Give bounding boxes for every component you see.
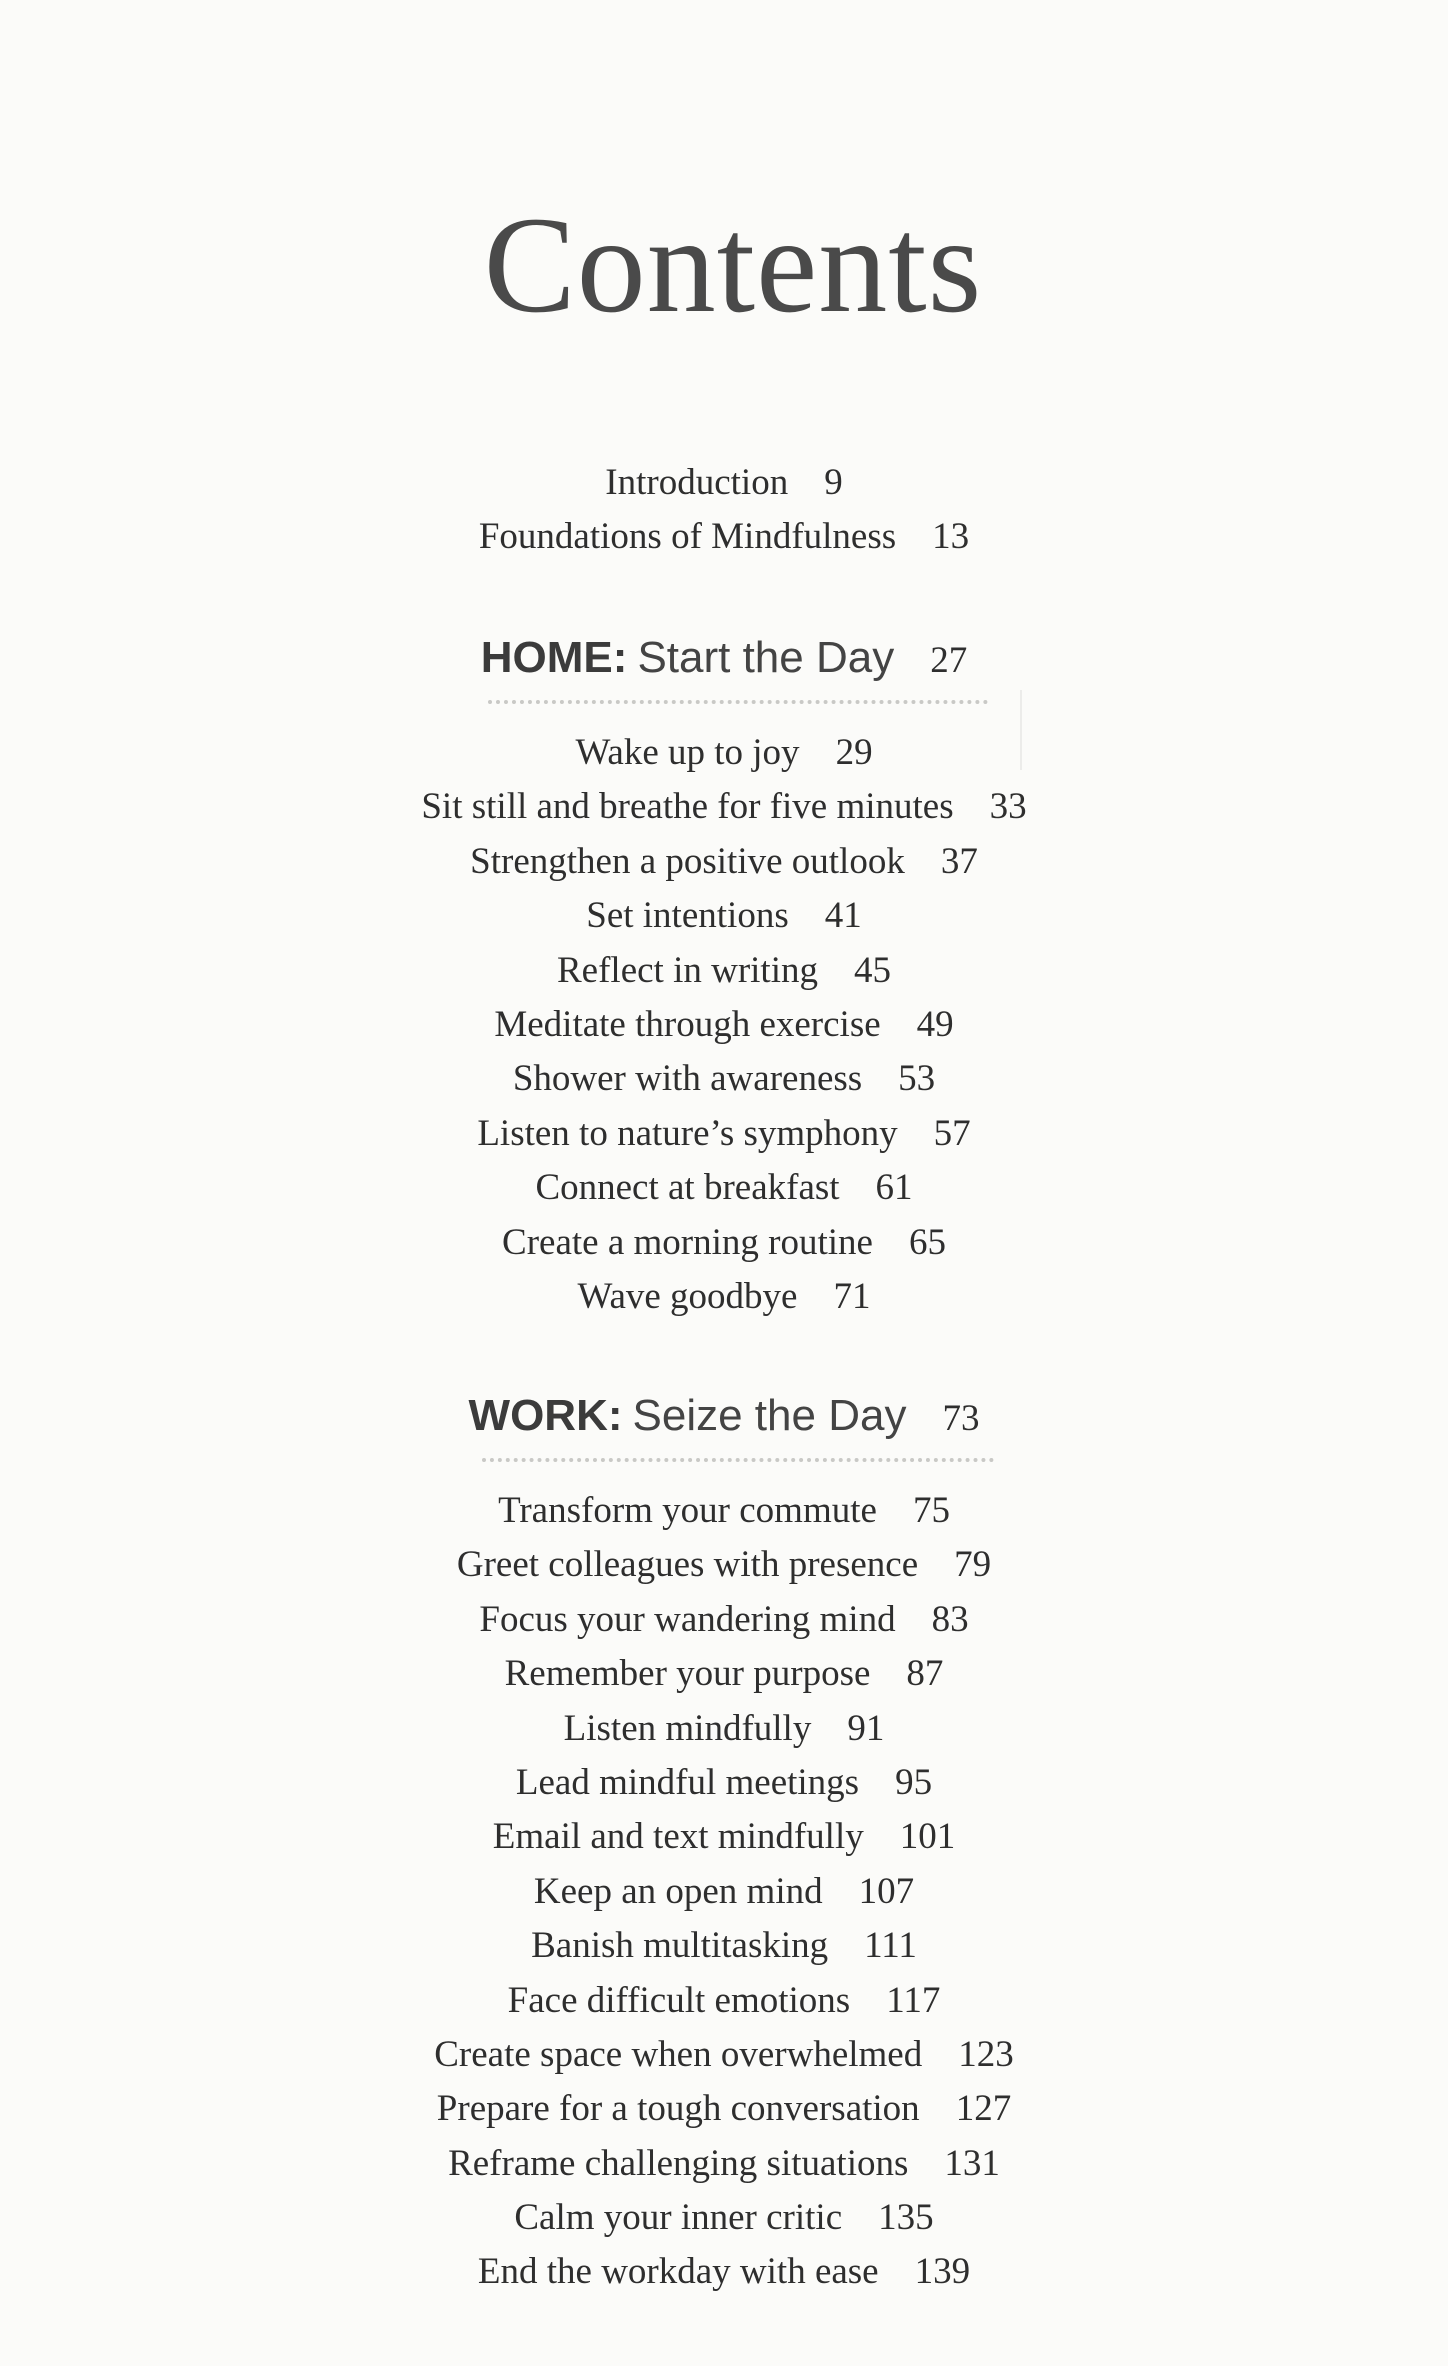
toc-entry: [0, 889, 1448, 943]
toc-entry: [0, 726, 1448, 780]
toc-entry: [0, 1161, 1448, 1215]
toc-entry: [0, 1756, 1448, 1810]
toc-entry-label: Foundations of Mindfulness: [478, 516, 897, 558]
toc-entry-page: 49: [916, 1003, 954, 1045]
toc-entry-page: 83: [931, 1598, 969, 1640]
toc-entry: [0, 1865, 1448, 1919]
section-heading-home: [0, 628, 1448, 691]
work-entries-list: [0, 1484, 1448, 2300]
toc-entry: [0, 1484, 1448, 1538]
toc-entry-page: 61: [875, 1167, 913, 1209]
toc-entry-label: Face difficult emotions: [507, 1979, 851, 2021]
toc-entry-label: Introduction: [605, 462, 789, 503]
toc-entry-page: 123: [958, 2033, 1014, 2075]
toc-entry-page: 87: [906, 1653, 944, 1695]
toc-entry-page: 111: [864, 1925, 917, 1967]
toc-entry-page: 91: [847, 1707, 885, 1749]
toc-entry: [0, 998, 1448, 1052]
section-subtitle: Start the Day: [637, 633, 895, 682]
toc-entry: [0, 510, 1448, 564]
toc-entry: [0, 1702, 1448, 1756]
toc-entry-label: Wake up to joy: [575, 732, 800, 773]
toc-entry-label: Keep an open mind: [533, 1870, 823, 1912]
toc-entry-page: 53: [898, 1058, 936, 1100]
toc-entry-label: Set intentions: [586, 895, 789, 937]
toc-entry-label: Reflect in writing: [557, 949, 818, 991]
toc-entry-label: Meditate through exercise: [494, 1003, 881, 1045]
toc-entry: [0, 1052, 1448, 1106]
toc-entry-page: 71: [833, 1275, 871, 1317]
toc-entry-page: 45: [854, 949, 891, 991]
toc-entry: [0, 2191, 1448, 2245]
toc-entry-label: Calm your inner critic: [514, 2197, 843, 2239]
toc-entry-label: Remember your purpose: [504, 1653, 871, 1695]
section-subtitle: Seize the Day: [632, 1391, 907, 1440]
front-matter-list: [0, 456, 1448, 565]
toc-entry: [0, 1647, 1448, 1701]
toc-entry: [0, 944, 1448, 998]
section-heading-work: [0, 1386, 1448, 1449]
toc-entry-page: 131: [944, 2142, 1000, 2184]
toc-entry-label: End the workday with ease: [477, 2251, 879, 2293]
toc-entry-page: 57: [933, 1112, 971, 1154]
toc-entry-page: 9: [824, 462, 843, 503]
toc-entry-page: 107: [858, 1870, 915, 1912]
toc-entry: [0, 2028, 1448, 2082]
section-label: HOME:: [480, 633, 628, 682]
page-title: Contents: [483, 188, 983, 341]
toc-entry-label: Listen to nature’s symphony: [477, 1112, 898, 1154]
section-divider: [482, 1458, 994, 1462]
toc-entry-page: 29: [835, 732, 873, 773]
toc-entry-label: Shower with awareness: [512, 1058, 863, 1100]
toc-entry: [0, 456, 1448, 510]
toc-entry-page: 41: [824, 895, 862, 937]
toc-entry: [0, 1593, 1448, 1647]
toc-entry: [0, 1216, 1448, 1270]
toc-entry: [0, 1919, 1448, 1973]
toc-entry-page: 135: [878, 2197, 934, 2239]
home-entries-list: [0, 726, 1448, 1324]
toc-entry-label: Create a morning routine: [502, 1221, 873, 1263]
toc-entry-label: Create space when overwhelmed: [434, 2033, 923, 2075]
toc-entry-page: 65: [908, 1221, 946, 1263]
toc-entry: [0, 1538, 1448, 1592]
toc-entry-label: Lead mindful meetings: [515, 1761, 860, 1803]
toc-entry: [0, 780, 1448, 834]
toc-entry-label: Sit still and breathe for five minutes: [421, 786, 954, 828]
section-divider: [488, 700, 988, 704]
section-page: 73: [942, 1398, 980, 1439]
toc-entry-page: 33: [989, 786, 1027, 828]
toc-entry: [0, 1974, 1448, 2028]
toc-entry-page: 37: [940, 840, 978, 882]
toc-entry-page: 139: [914, 2251, 971, 2293]
section-label: WORK:: [468, 1391, 623, 1440]
toc-entry-label: Listen mindfully: [563, 1707, 812, 1749]
toc-entry-page: 13: [932, 516, 970, 558]
toc-entry-page: 117: [886, 1979, 941, 2021]
toc-entry-label: Connect at breakfast: [535, 1167, 840, 1209]
toc-entry-label: Strengthen a positive outlook: [470, 840, 905, 882]
toc-entry: [0, 1270, 1448, 1324]
toc-entry: [0, 835, 1448, 889]
section-page: 27: [930, 640, 968, 681]
toc-entry-page: 75: [912, 1490, 950, 1531]
toc-entry-label: Prepare for a tough conversation: [436, 2088, 920, 2130]
toc-entry-label: Focus your wandering mind: [479, 1598, 896, 1640]
toc-entry: [0, 1810, 1448, 1864]
toc-entry: [0, 2137, 1448, 2191]
toc-entry-label: Transform your commute: [498, 1490, 877, 1531]
toc-entry-page: 95: [895, 1761, 933, 1803]
toc-entry: [0, 2245, 1448, 2299]
toc-entry-label: Banish multitasking: [531, 1925, 829, 1967]
toc-entry: [0, 2082, 1448, 2136]
toc-entry-page: 127: [955, 2088, 1012, 2130]
toc-entry-label: Wave goodbye: [577, 1275, 798, 1317]
toc-entry-label: Reframe challenging situations: [448, 2142, 909, 2184]
toc-entry-page: 79: [954, 1544, 992, 1586]
toc-entry-page: 101: [899, 1816, 956, 1858]
toc-entry-label: Greet colleagues with presence: [456, 1544, 919, 1586]
toc-entry-label: Email and text mindfully: [492, 1816, 864, 1858]
toc-entry: [0, 1107, 1448, 1161]
